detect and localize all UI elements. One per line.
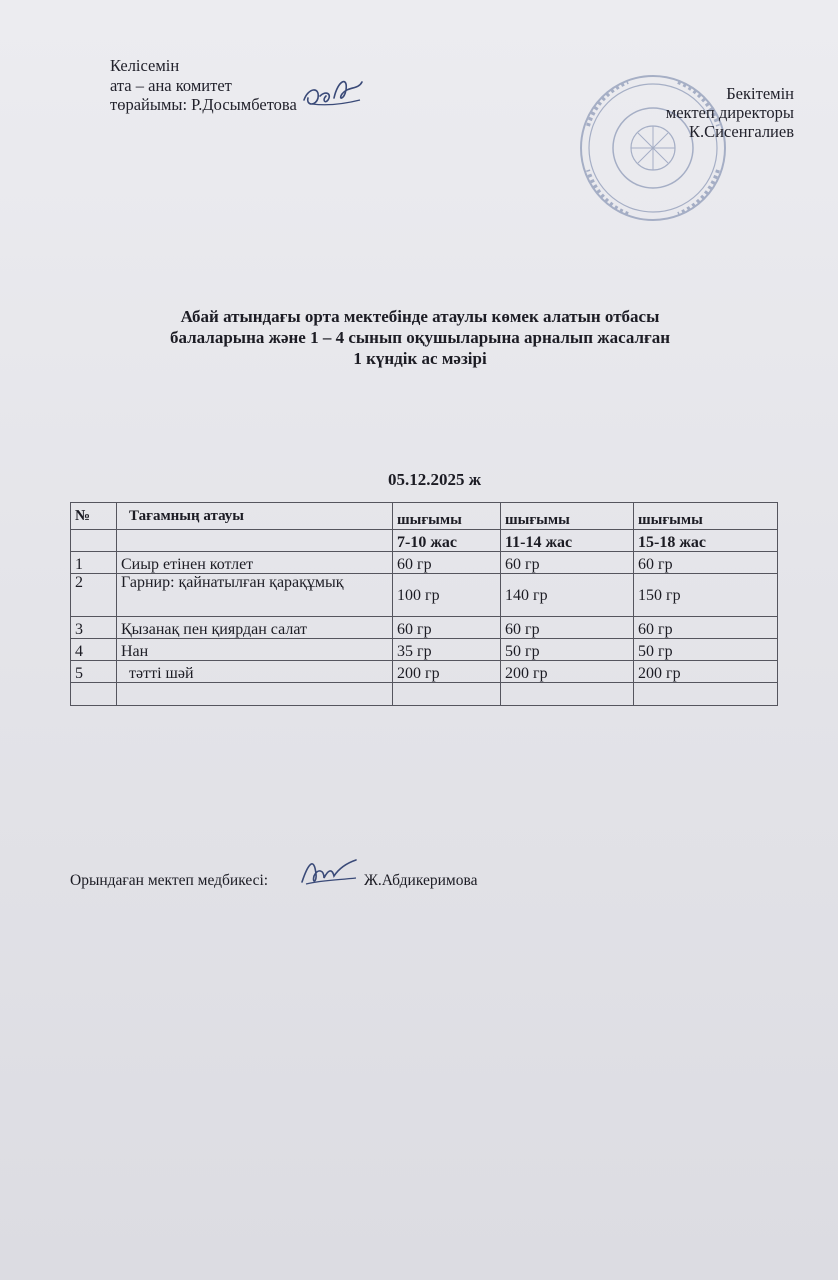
table-row: [71, 574, 778, 617]
age-empty-num: [71, 530, 117, 552]
empty-cell: [501, 683, 634, 706]
signature-committee-chair: [298, 70, 368, 114]
row-portion-11-14: 50 гр: [501, 639, 634, 661]
title-line1: Абай атындағы орта мектебінде атаулы көмек алатын отбасы: [180, 307, 660, 326]
row-portion-15-18: 60 гр: [634, 617, 778, 639]
row-portion-11-14: 140 гр: [501, 574, 634, 617]
title-line3: 1 күндік ас мәзірі: [353, 349, 487, 368]
row-portion-7-10: 100 гр: [393, 574, 501, 617]
row-portion-7-10: 60 гр: [393, 617, 501, 639]
footer-signature-line: [70, 872, 478, 890]
header-col2: шығымы: [501, 503, 634, 530]
footer-label: Орындаған мектеп медбикесі:: [70, 872, 269, 889]
row-portion-15-18: 200 гр: [634, 661, 778, 683]
row-num: 5: [71, 661, 117, 683]
row-portion-7-10: 200 гр: [393, 661, 501, 683]
empty-cell: [117, 683, 393, 706]
approval-left-line1: Келісемін: [110, 56, 180, 75]
approval-left-line3: төрайымы: Р.Досымбетова: [110, 95, 297, 114]
approval-left-line2: ата – ана комитет: [110, 75, 232, 95]
header-col3: шығымы: [634, 503, 778, 530]
row-dish-name: Сиыр етінен котлет: [117, 552, 393, 574]
approval-right-line3: К.Сисенгалиев: [688, 122, 794, 141]
approval-right-line1: Бекітемін: [726, 84, 794, 103]
header-name: Тағамның атауы: [117, 503, 393, 530]
table-row: [71, 617, 778, 639]
table-row: [71, 552, 778, 574]
row-portion-11-14: 60 гр: [501, 552, 634, 574]
table-row: [71, 639, 778, 661]
empty-cell: [393, 683, 501, 706]
table-age-row: [71, 530, 778, 552]
title-line2: балаларына және 1 – 4 сынып оқушыларына арналып жасалған: [169, 328, 671, 347]
row-portion-15-18: 60 гр: [634, 552, 778, 574]
header-age3: 15-18 жас: [634, 530, 778, 552]
approval-right-line2: мектеп директоры: [665, 103, 794, 122]
row-portion-7-10: 60 гр: [393, 552, 501, 574]
table-row: [71, 661, 778, 683]
menu-date: 05.12.2025 ж: [388, 470, 482, 489]
row-dish-name: тәтті шәй: [117, 661, 393, 683]
approval-block-right: [666, 84, 794, 141]
row-num: 4: [71, 639, 117, 661]
row-dish-name: Нан: [117, 639, 393, 661]
age-empty-name: [117, 530, 393, 552]
menu-table: [70, 502, 778, 706]
header-num: №: [71, 503, 117, 530]
row-portion-15-18: 50 гр: [634, 639, 778, 661]
header-col1: шығымы: [393, 503, 501, 530]
empty-cell: [634, 683, 778, 706]
table-header-row: [71, 503, 778, 530]
header-age1: 7-10 жас: [393, 530, 501, 552]
approval-block-left: [110, 56, 297, 115]
document-title: [90, 306, 750, 369]
signature-school-nurse: [298, 850, 360, 890]
row-portion-15-18: 150 гр: [634, 574, 778, 617]
row-dish-name: Гарнир: қайнатылған қарақұмық: [117, 574, 393, 617]
empty-cell: [71, 683, 117, 706]
row-dish-name: Қызанақ пен қиярдан салат: [117, 617, 393, 639]
row-portion-11-14: 200 гр: [501, 661, 634, 683]
row-portion-11-14: 60 гр: [501, 617, 634, 639]
header-age2: 11-14 жас: [501, 530, 634, 552]
row-num: 3: [71, 617, 117, 639]
row-num: 1: [71, 552, 117, 574]
footer-name: Ж.Абдикеримова: [364, 872, 478, 889]
row-portion-7-10: 35 гр: [393, 639, 501, 661]
table-row-empty: [71, 683, 778, 706]
row-num: 2: [71, 574, 117, 617]
